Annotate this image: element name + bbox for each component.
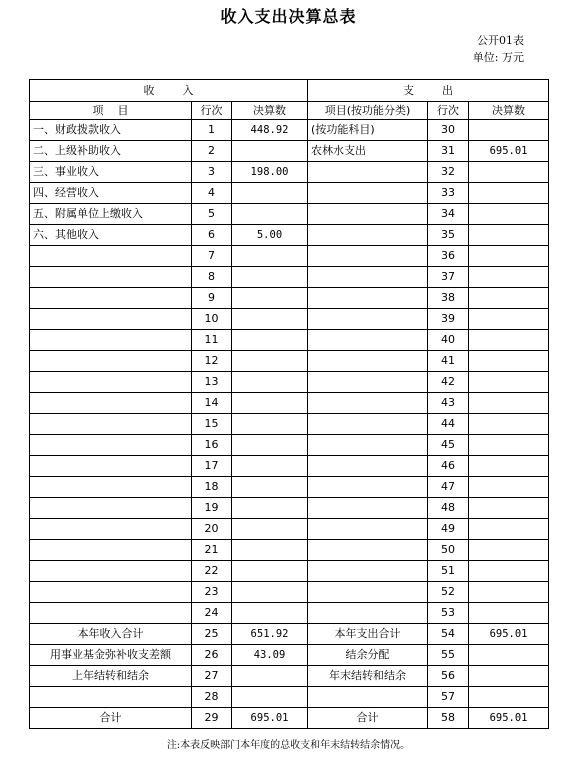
unit-label: 单位: 万元 [472, 51, 524, 64]
income-amount-cell [232, 246, 308, 267]
expense-row-no-cell: 37 [428, 267, 469, 288]
table-row [30, 351, 549, 372]
expense-item-cell [308, 309, 428, 330]
income-amount-cell [232, 414, 308, 435]
table-row [30, 498, 549, 519]
income-amount-cell: 5.00 [232, 225, 308, 246]
income-row-no-cell: 16 [192, 435, 232, 456]
income-amount-cell [232, 582, 308, 603]
expense-item-cell [308, 162, 428, 183]
income-amount-cell [232, 351, 308, 372]
expense-row-no-cell: 53 [428, 603, 469, 624]
expense-amount-cell [469, 162, 549, 183]
footnote: 注:本表反映部门本年度的总收支和年末结转结余情况。 [166, 740, 411, 751]
expense-amount-cell [469, 687, 549, 708]
expense-item-cell [308, 435, 428, 456]
expense-amount-cell [469, 477, 549, 498]
expense-row-no-cell: 35 [428, 225, 469, 246]
income-row-no-cell: 8 [192, 267, 232, 288]
expense-amount-cell: 695.01 [469, 624, 549, 645]
expense-row-no-cell: 57 [428, 687, 469, 708]
income-row-no-cell: 11 [192, 330, 232, 351]
income-row-no-cell: 19 [192, 498, 232, 519]
table-row [30, 708, 549, 729]
expense-row-no-cell: 56 [428, 666, 469, 687]
expense-row-no-cell: 55 [428, 645, 469, 666]
table-row [30, 225, 549, 246]
expense-item-cell [308, 267, 428, 288]
expense-row-no-cell: 36 [428, 246, 469, 267]
table-row [30, 666, 549, 687]
income-row-no-cell: 22 [192, 561, 232, 582]
income-row-no-header: 行次 [192, 102, 232, 120]
income-amount-cell [232, 330, 308, 351]
group-header-row [30, 80, 549, 102]
table-row [30, 561, 549, 582]
expense-amount-cell [469, 120, 549, 141]
expense-amount-cell [469, 183, 549, 204]
income-item-cell: 二、上级补助收入 [30, 141, 192, 162]
expense-item-cell: 年末结转和结余 [308, 666, 428, 687]
expense-row-no-cell: 52 [428, 582, 469, 603]
expense-amount-cell [469, 582, 549, 603]
expense-item-cell [308, 477, 428, 498]
table-row [30, 477, 549, 498]
expense-item-cell [308, 603, 428, 624]
table-row [30, 141, 549, 162]
expense-amount-cell [469, 456, 549, 477]
expense-amount-cell [469, 435, 549, 456]
income-row-no-cell: 28 [192, 687, 232, 708]
expense-amount-cell [469, 204, 549, 225]
income-row-no-cell: 14 [192, 393, 232, 414]
column-header-row [30, 102, 549, 120]
income-row-no-cell: 10 [192, 309, 232, 330]
expense-row-no-cell: 50 [428, 540, 469, 561]
income-item-cell [30, 540, 192, 561]
income-item-cell [30, 309, 192, 330]
income-item-cell [30, 519, 192, 540]
expense-row-no-cell: 46 [428, 456, 469, 477]
expense-item-cell [308, 183, 428, 204]
expense-amount-cell [469, 309, 549, 330]
table-row [30, 603, 549, 624]
table-row [30, 372, 549, 393]
expense-row-no-cell: 41 [428, 351, 469, 372]
expense-item-cell: 本年支出合计 [308, 624, 428, 645]
expense-item-cell [308, 225, 428, 246]
expense-row-no-cell: 32 [428, 162, 469, 183]
income-amount-cell [232, 456, 308, 477]
income-row-no-cell: 3 [192, 162, 232, 183]
income-row-no-cell: 5 [192, 204, 232, 225]
expense-amount-cell [469, 645, 549, 666]
table-row [30, 330, 549, 351]
income-amount-cell [232, 561, 308, 582]
income-amount-cell [232, 141, 308, 162]
expense-item-cell: 农林水支出 [308, 141, 428, 162]
table-row [30, 582, 549, 603]
income-amount-cell: 43.09 [232, 645, 308, 666]
income-amount-cell [232, 204, 308, 225]
expense-item-cell [308, 246, 428, 267]
expense-amount-cell [469, 603, 549, 624]
income-item-cell [30, 351, 192, 372]
income-row-no-cell: 18 [192, 477, 232, 498]
expense-amount-cell [469, 414, 549, 435]
income-item-cell: 六、其他收入 [30, 225, 192, 246]
expense-amount-cell [469, 225, 549, 246]
expense-row-no-cell: 54 [428, 624, 469, 645]
expense-item-cell: 结余分配 [308, 645, 428, 666]
expense-group-header: 支 出 [308, 80, 549, 102]
income-item-cell: 用事业基金弥补收支差额 [30, 645, 192, 666]
income-amount-cell [232, 477, 308, 498]
table-row [30, 183, 549, 204]
expense-row-no-cell: 51 [428, 561, 469, 582]
expense-row-no-cell: 31 [428, 141, 469, 162]
table-row [30, 540, 549, 561]
expense-amount-cell [469, 267, 549, 288]
table-row [30, 645, 549, 666]
income-amount-cell [232, 540, 308, 561]
income-amount-cell [232, 666, 308, 687]
income-row-no-cell: 29 [192, 708, 232, 729]
expense-amount-cell: 695.01 [469, 708, 549, 729]
expense-item-cell [308, 204, 428, 225]
expense-amount-cell [469, 666, 549, 687]
expense-row-no-cell: 44 [428, 414, 469, 435]
table-code: 公开01表 [477, 34, 524, 47]
income-row-no-cell: 13 [192, 372, 232, 393]
income-row-no-cell: 21 [192, 540, 232, 561]
income-row-no-cell: 12 [192, 351, 232, 372]
expense-item-cell [308, 288, 428, 309]
income-row-no-cell: 7 [192, 246, 232, 267]
income-item-header: 项 目 [30, 102, 192, 120]
income-item-cell [30, 687, 192, 708]
income-row-no-cell: 4 [192, 183, 232, 204]
table-row [30, 309, 549, 330]
expense-amount-header: 决算数 [469, 102, 549, 120]
expense-row-no-cell: 47 [428, 477, 469, 498]
income-row-no-cell: 27 [192, 666, 232, 687]
table-row [30, 267, 549, 288]
income-item-cell [30, 393, 192, 414]
expense-amount-cell [469, 393, 549, 414]
table-row [30, 435, 549, 456]
income-expense-table [29, 79, 549, 729]
income-row-no-cell: 23 [192, 582, 232, 603]
income-item-cell [30, 498, 192, 519]
table-row [30, 288, 549, 309]
expense-row-no-cell: 58 [428, 708, 469, 729]
page-title: 收入支出决算总表 [220, 7, 357, 26]
income-item-cell [30, 372, 192, 393]
income-row-no-cell: 15 [192, 414, 232, 435]
income-amount-cell [232, 267, 308, 288]
expense-item-cell [308, 393, 428, 414]
expense-amount-cell: 695.01 [469, 141, 549, 162]
income-row-no-cell: 17 [192, 456, 232, 477]
income-row-no-cell: 20 [192, 519, 232, 540]
income-amount-cell [232, 498, 308, 519]
table-row [30, 393, 549, 414]
expense-row-no-cell: 45 [428, 435, 469, 456]
income-row-no-cell: 26 [192, 645, 232, 666]
table-row [30, 456, 549, 477]
income-item-cell [30, 477, 192, 498]
income-item-cell [30, 414, 192, 435]
income-row-no-cell: 1 [192, 120, 232, 141]
income-item-cell: 五、附属单位上缴收入 [30, 204, 192, 225]
expense-row-no-cell: 33 [428, 183, 469, 204]
expense-row-no-cell: 39 [428, 309, 469, 330]
income-item-cell [30, 267, 192, 288]
income-amount-header: 决算数 [232, 102, 308, 120]
income-row-no-cell: 6 [192, 225, 232, 246]
expense-row-no-header: 行次 [428, 102, 469, 120]
table-row [30, 120, 549, 141]
income-amount-cell: 695.01 [232, 708, 308, 729]
expense-amount-cell [469, 351, 549, 372]
income-amount-cell [232, 288, 308, 309]
expense-row-no-cell: 49 [428, 519, 469, 540]
income-item-cell: 本年收入合计 [30, 624, 192, 645]
income-item-cell: 一、财政拨款收入 [30, 120, 192, 141]
expense-item-cell: 合计 [308, 708, 428, 729]
expense-amount-cell [469, 498, 549, 519]
income-item-cell: 三、事业收入 [30, 162, 192, 183]
expense-item-cell [308, 519, 428, 540]
expense-item-cell [308, 498, 428, 519]
income-amount-cell: 651.92 [232, 624, 308, 645]
income-item-cell [30, 582, 192, 603]
table-row [30, 687, 549, 708]
income-item-cell [30, 561, 192, 582]
table-row [30, 624, 549, 645]
income-amount-cell [232, 372, 308, 393]
income-item-cell [30, 456, 192, 477]
table-row [30, 162, 549, 183]
expense-row-no-cell: 30 [428, 120, 469, 141]
income-amount-cell [232, 687, 308, 708]
table-row [30, 519, 549, 540]
income-item-cell: 四、经营收入 [30, 183, 192, 204]
income-item-cell [30, 435, 192, 456]
table-row [30, 414, 549, 435]
expense-amount-cell [469, 330, 549, 351]
income-row-no-cell: 2 [192, 141, 232, 162]
expense-amount-cell [469, 519, 549, 540]
expense-item-cell [308, 351, 428, 372]
expense-row-no-cell: 40 [428, 330, 469, 351]
income-amount-cell [232, 183, 308, 204]
expense-item-cell [308, 687, 428, 708]
income-row-no-cell: 25 [192, 624, 232, 645]
income-item-cell: 合计 [30, 708, 192, 729]
income-amount-cell: 198.00 [232, 162, 308, 183]
income-row-no-cell: 24 [192, 603, 232, 624]
expense-amount-cell [469, 540, 549, 561]
income-item-cell: 上年结转和结余 [30, 666, 192, 687]
expense-item-cell [308, 540, 428, 561]
income-item-cell [30, 603, 192, 624]
expense-row-no-cell: 43 [428, 393, 469, 414]
expense-row-no-cell: 38 [428, 288, 469, 309]
income-amount-cell [232, 603, 308, 624]
income-item-cell [30, 330, 192, 351]
expense-row-no-cell: 34 [428, 204, 469, 225]
expense-item-cell: (按功能科目) [308, 120, 428, 141]
expense-item-cell [308, 582, 428, 603]
income-amount-cell [232, 309, 308, 330]
income-amount-cell [232, 435, 308, 456]
income-row-no-cell: 9 [192, 288, 232, 309]
expense-amount-cell [469, 246, 549, 267]
income-group-header: 收 入 [30, 80, 308, 102]
expense-row-no-cell: 42 [428, 372, 469, 393]
expense-item-cell [308, 456, 428, 477]
income-item-cell [30, 288, 192, 309]
expense-amount-cell [469, 561, 549, 582]
table-row [30, 204, 549, 225]
expense-item-cell [308, 372, 428, 393]
expense-item-header: 项目(按功能分类) [308, 102, 428, 120]
expense-item-cell [308, 414, 428, 435]
expense-row-no-cell: 48 [428, 498, 469, 519]
expense-item-cell [308, 330, 428, 351]
expense-item-cell [308, 561, 428, 582]
income-amount-cell [232, 393, 308, 414]
table-row [30, 246, 549, 267]
income-amount-cell [232, 519, 308, 540]
income-amount-cell: 448.92 [232, 120, 308, 141]
expense-amount-cell [469, 372, 549, 393]
income-item-cell [30, 246, 192, 267]
expense-amount-cell [469, 288, 549, 309]
